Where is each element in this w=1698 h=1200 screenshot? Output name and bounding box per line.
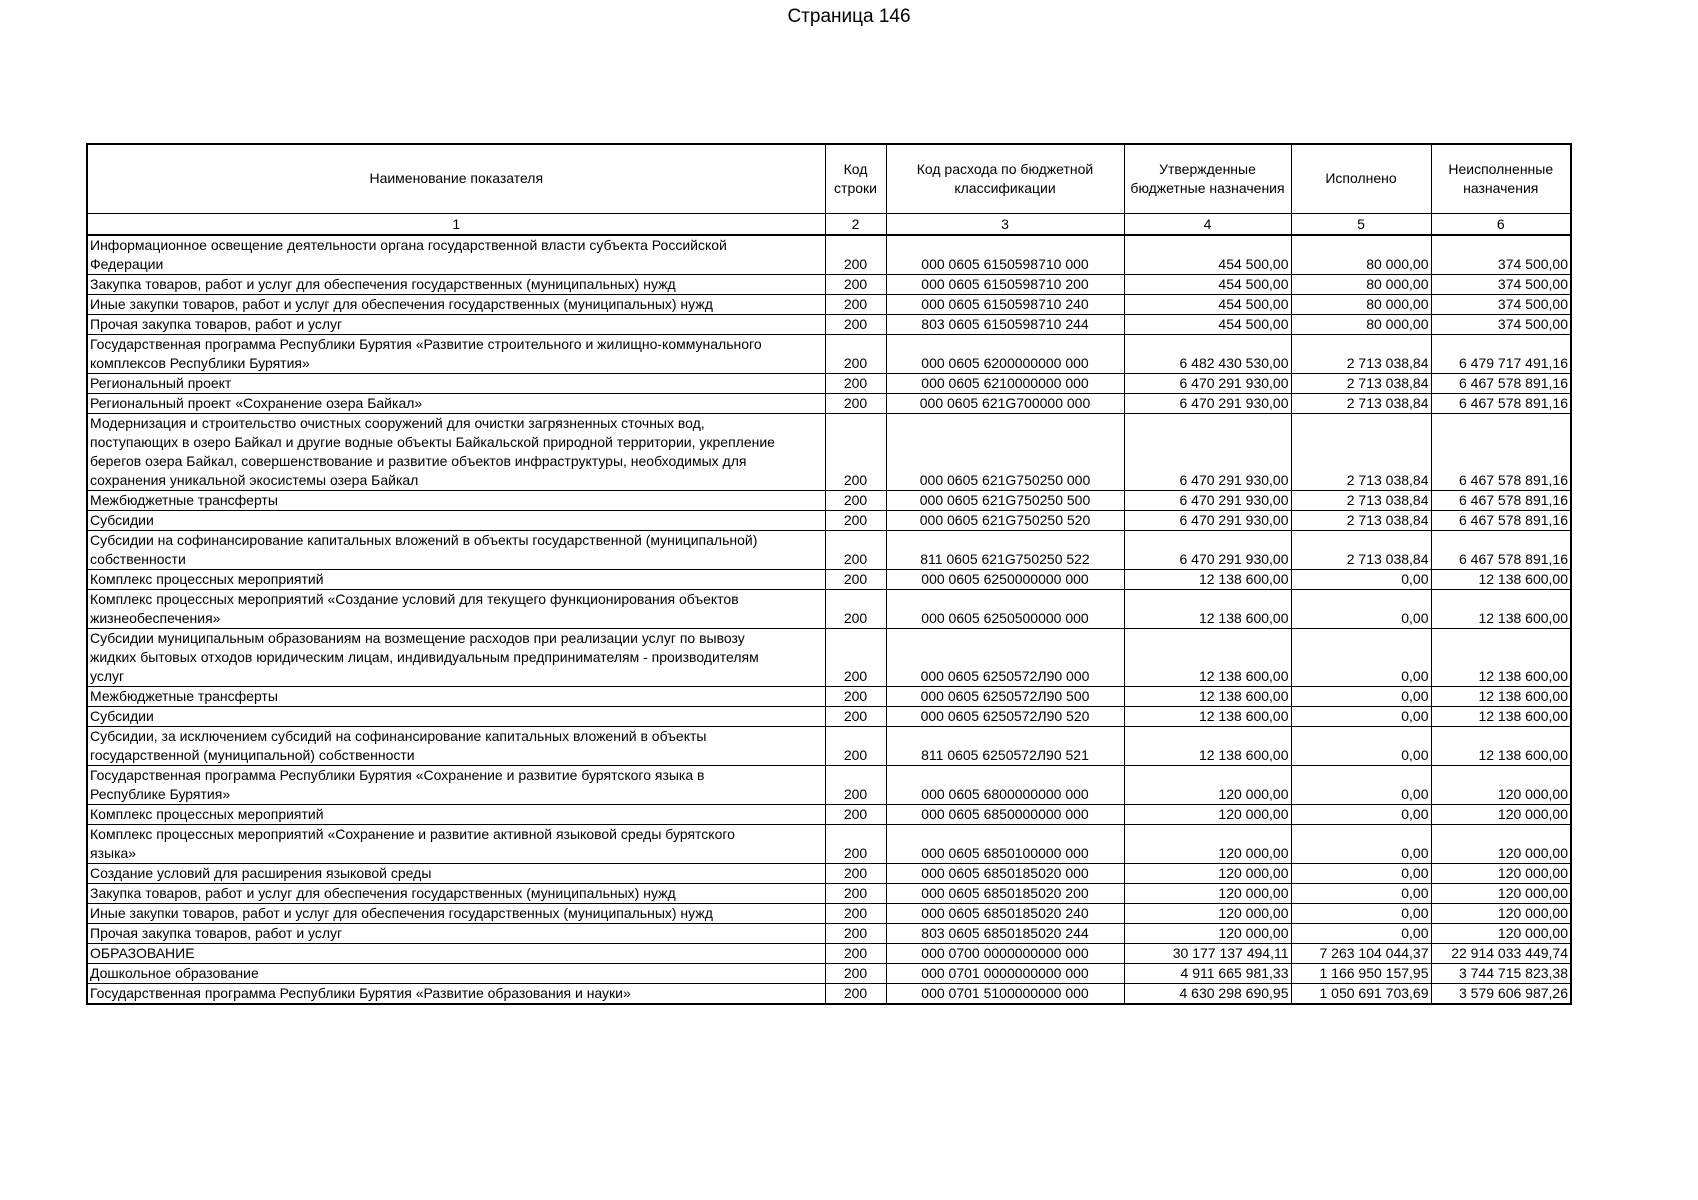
- table-row: [87, 394, 1571, 414]
- unexecuted-cell: 12 138 600,00: [1431, 727, 1571, 766]
- row-name-cell: Субсидии, за исключением субсидий на софинансирование капитальных вложений в объекты государственной (муниципальной) собственности: [87, 727, 825, 766]
- unexecuted-cell: 12 138 600,00: [1431, 570, 1571, 590]
- row-code-cell: 200: [825, 315, 886, 335]
- table-row: [87, 944, 1571, 964]
- row-name-cell: ОБРАЗОВАНИЕ: [87, 944, 825, 964]
- budget-code-cell: 000 0605 621G750250 000: [886, 414, 1124, 491]
- approved-cell: 30 177 137 494,11: [1124, 944, 1291, 964]
- row-name-cell: Субсидии: [87, 707, 825, 727]
- page-title: Страница 146: [787, 6, 911, 27]
- table-row: [87, 984, 1571, 1005]
- unexecuted-cell: 12 138 600,00: [1431, 590, 1571, 629]
- budget-code-cell: 000 0605 6250572Л90 000: [886, 629, 1124, 687]
- row-name-cell: Прочая закупка товаров, работ и услуг: [87, 924, 825, 944]
- row-code-cell: 200: [825, 944, 886, 964]
- row-code-cell: 200: [825, 924, 886, 944]
- row-name-cell: Комплекс процессных мероприятий «Сохранение и развитие активной языковой среды бурятского языка»: [87, 825, 825, 864]
- approved-cell: 12 138 600,00: [1124, 629, 1291, 687]
- budget-code-cell: 000 0701 0000000000 000: [886, 964, 1124, 984]
- budget-code-cell: 000 0605 621G750250 520: [886, 511, 1124, 531]
- unexecuted-cell: 6 467 578 891,16: [1431, 374, 1571, 394]
- unexecuted-cell: 120 000,00: [1431, 825, 1571, 864]
- row-code-cell: 200: [825, 727, 886, 766]
- executed-cell: 0,00: [1291, 727, 1431, 766]
- column-number: 6: [1431, 213, 1571, 235]
- executed-cell: 0,00: [1291, 825, 1431, 864]
- approved-cell: 120 000,00: [1124, 884, 1291, 904]
- table-row: [87, 335, 1571, 374]
- approved-cell: 12 138 600,00: [1124, 570, 1291, 590]
- row-code-cell: 200: [825, 414, 886, 491]
- unexecuted-cell: 120 000,00: [1431, 766, 1571, 805]
- unexecuted-cell: 6 467 578 891,16: [1431, 531, 1571, 570]
- executed-cell: 2 713 038,84: [1291, 491, 1431, 511]
- row-name-cell: Модернизация и строительство очистных сооружений для очистки загрязненных сточных вод, поступающих в озеро Байкал и другие водные объекты Байкальской природной территории, укрепление берегов озера Байкал, совершенствование и развитие объектов инфраструктуры, необходимых для сохранения уникальной экосистемы озера Байкал: [87, 414, 825, 491]
- approved-cell: 6 470 291 930,00: [1124, 394, 1291, 414]
- table-row: [87, 924, 1571, 944]
- approved-cell: 6 470 291 930,00: [1124, 531, 1291, 570]
- unexecuted-cell: 374 500,00: [1431, 295, 1571, 315]
- approved-cell: 120 000,00: [1124, 864, 1291, 884]
- executed-cell: 80 000,00: [1291, 295, 1431, 315]
- unexecuted-cell: 3 579 606 987,26: [1431, 984, 1571, 1005]
- unexecuted-cell: 22 914 033 449,74: [1431, 944, 1571, 964]
- budget-code-cell: 000 0700 0000000000 000: [886, 944, 1124, 964]
- row-code-cell: 200: [825, 235, 886, 275]
- executed-cell: 0,00: [1291, 629, 1431, 687]
- approved-cell: 120 000,00: [1124, 805, 1291, 825]
- unexecuted-cell: 3 744 715 823,38: [1431, 964, 1571, 984]
- budget-code-cell: 000 0701 5100000000 000: [886, 984, 1124, 1005]
- executed-cell: 0,00: [1291, 590, 1431, 629]
- table-row: [87, 275, 1571, 295]
- row-code-cell: 200: [825, 904, 886, 924]
- unexecuted-cell: 6 467 578 891,16: [1431, 491, 1571, 511]
- budget-code-cell: 000 0605 6250500000 000: [886, 590, 1124, 629]
- table-row: [87, 727, 1571, 766]
- approved-cell: 6 470 291 930,00: [1124, 374, 1291, 394]
- row-name-cell: Комплекс процессных мероприятий «Создание условий для текущего функционирования объектов жизнеобеспечения»: [87, 590, 825, 629]
- row-code-cell: 200: [825, 511, 886, 531]
- row-code-cell: 200: [825, 687, 886, 707]
- unexecuted-cell: 120 000,00: [1431, 904, 1571, 924]
- executed-cell: 0,00: [1291, 687, 1431, 707]
- budget-code-cell: 000 0605 6850000000 000: [886, 805, 1124, 825]
- unexecuted-cell: 12 138 600,00: [1431, 707, 1571, 727]
- header-executed: Исполнено: [1291, 144, 1431, 213]
- row-name-cell: Субсидии на софинансирование капитальных вложений в объекты государственной (муниципальной) собственности: [87, 531, 825, 570]
- unexecuted-cell: 120 000,00: [1431, 884, 1571, 904]
- row-name-cell: Комплекс процессных мероприятий: [87, 570, 825, 590]
- row-name-cell: Субсидии: [87, 511, 825, 531]
- unexecuted-cell: 6 467 578 891,16: [1431, 511, 1571, 531]
- budget-code-cell: 811 0605 621G750250 522: [886, 531, 1124, 570]
- row-code-cell: 200: [825, 570, 886, 590]
- unexecuted-cell: 12 138 600,00: [1431, 687, 1571, 707]
- approved-cell: 6 470 291 930,00: [1124, 414, 1291, 491]
- unexecuted-cell: 12 138 600,00: [1431, 629, 1571, 687]
- approved-cell: 454 500,00: [1124, 235, 1291, 275]
- budget-code-cell: 803 0605 6850185020 244: [886, 924, 1124, 944]
- row-code-cell: 200: [825, 295, 886, 315]
- executed-cell: 0,00: [1291, 884, 1431, 904]
- row-code-cell: 200: [825, 825, 886, 864]
- row-name-cell: Региональный проект «Сохранение озера Байкал»: [87, 394, 825, 414]
- executed-cell: 80 000,00: [1291, 235, 1431, 275]
- row-code-cell: 200: [825, 275, 886, 295]
- unexecuted-cell: 6 479 717 491,16: [1431, 335, 1571, 374]
- row-code-cell: 200: [825, 707, 886, 727]
- row-name-cell: Иные закупки товаров, работ и услуг для обеспечения государственных (муниципальных) нужд: [87, 904, 825, 924]
- executed-cell: 0,00: [1291, 924, 1431, 944]
- unexecuted-cell: 120 000,00: [1431, 864, 1571, 884]
- row-code-cell: 200: [825, 984, 886, 1005]
- executed-cell: 1 050 691 703,69: [1291, 984, 1431, 1005]
- table-body: [87, 235, 1571, 1004]
- row-code-cell: 200: [825, 629, 886, 687]
- approved-cell: 454 500,00: [1124, 275, 1291, 295]
- column-number: 4: [1124, 213, 1291, 235]
- unexecuted-cell: 374 500,00: [1431, 235, 1571, 275]
- approved-cell: 120 000,00: [1124, 766, 1291, 805]
- budget-code-cell: 000 0605 6200000000 000: [886, 335, 1124, 374]
- executed-cell: 0,00: [1291, 904, 1431, 924]
- table-row: [87, 491, 1571, 511]
- approved-cell: 120 000,00: [1124, 825, 1291, 864]
- table-row: [87, 884, 1571, 904]
- header-approved: Утвержденные бюджетные назначения: [1124, 144, 1291, 213]
- row-name-cell: Комплекс процессных мероприятий: [87, 805, 825, 825]
- row-name-cell: Государственная программа Республики Бурятия «Развитие строительного и жилищно-коммунального комплексов Республики Бурятия»: [87, 335, 825, 374]
- row-code-cell: 200: [825, 766, 886, 805]
- header-name: Наименование показателя: [87, 144, 825, 213]
- approved-cell: 6 470 291 930,00: [1124, 491, 1291, 511]
- row-code-cell: 200: [825, 805, 886, 825]
- row-code-cell: 200: [825, 374, 886, 394]
- budget-code-cell: 000 0605 6210000000 000: [886, 374, 1124, 394]
- row-code-cell: 200: [825, 590, 886, 629]
- unexecuted-cell: 120 000,00: [1431, 924, 1571, 944]
- row-code-cell: 200: [825, 964, 886, 984]
- unexecuted-cell: 6 467 578 891,16: [1431, 394, 1571, 414]
- approved-cell: 12 138 600,00: [1124, 727, 1291, 766]
- budget-code-cell: 000 0605 6850100000 000: [886, 825, 1124, 864]
- approved-cell: 120 000,00: [1124, 904, 1291, 924]
- row-name-cell: Государственная программа Республики Бурятия «Сохранение и развитие бурятского языка в Республике Бурятия»: [87, 766, 825, 805]
- approved-cell: 454 500,00: [1124, 295, 1291, 315]
- unexecuted-cell: 6 467 578 891,16: [1431, 414, 1571, 491]
- table-row: [87, 904, 1571, 924]
- row-name-cell: Закупка товаров, работ и услуг для обеспечения государственных (муниципальных) нужд: [87, 275, 825, 295]
- budget-code-cell: 000 0605 6250000000 000: [886, 570, 1124, 590]
- approved-cell: 12 138 600,00: [1124, 687, 1291, 707]
- budget-code-cell: 000 0605 6150598710 240: [886, 295, 1124, 315]
- row-code-cell: 200: [825, 335, 886, 374]
- budget-code-cell: 000 0605 6150598710 200: [886, 275, 1124, 295]
- row-name-cell: Государственная программа Республики Бурятия «Развитие образования и науки»: [87, 984, 825, 1005]
- approved-cell: 4 630 298 690,95: [1124, 984, 1291, 1005]
- executed-cell: 0,00: [1291, 864, 1431, 884]
- header-budget-code: Код расхода по бюджетной классификации: [886, 144, 1124, 213]
- table-row: [87, 235, 1571, 275]
- executed-cell: 0,00: [1291, 570, 1431, 590]
- table-row: [87, 629, 1571, 687]
- table-row: [87, 964, 1571, 984]
- row-name-cell: Дошкольное образование: [87, 964, 825, 984]
- budget-code-cell: 000 0605 6250572Л90 520: [886, 707, 1124, 727]
- table-row: [87, 687, 1571, 707]
- executed-cell: 0,00: [1291, 766, 1431, 805]
- table-row: [87, 374, 1571, 394]
- executed-cell: 2 713 038,84: [1291, 335, 1431, 374]
- table-header-row: [87, 144, 1571, 213]
- executed-cell: 2 713 038,84: [1291, 511, 1431, 531]
- table-row: [87, 295, 1571, 315]
- column-number: 1: [87, 213, 825, 235]
- table-row: [87, 570, 1571, 590]
- row-name-cell: Межбюджетные трансферты: [87, 491, 825, 511]
- budget-report-table: [86, 143, 1572, 1005]
- column-number: 3: [886, 213, 1124, 235]
- table-row: [87, 531, 1571, 570]
- executed-cell: 7 263 104 044,37: [1291, 944, 1431, 964]
- budget-code-cell: 000 0605 621G750250 500: [886, 491, 1124, 511]
- executed-cell: 2 713 038,84: [1291, 374, 1431, 394]
- column-number: 2: [825, 213, 886, 235]
- row-code-cell: 200: [825, 394, 886, 414]
- budget-code-cell: 000 0605 6250572Л90 500: [886, 687, 1124, 707]
- table-row: [87, 825, 1571, 864]
- budget-code-cell: 811 0605 6250572Л90 521: [886, 727, 1124, 766]
- column-number: 5: [1291, 213, 1431, 235]
- executed-cell: 0,00: [1291, 805, 1431, 825]
- row-name-cell: Создание условий для расширения языковой среды: [87, 864, 825, 884]
- executed-cell: 80 000,00: [1291, 315, 1431, 335]
- table-row: [87, 511, 1571, 531]
- row-name-cell: Закупка товаров, работ и услуг для обеспечения государственных (муниципальных) нужд: [87, 884, 825, 904]
- row-code-cell: 200: [825, 864, 886, 884]
- column-number-row: [87, 213, 1571, 235]
- row-name-cell: Иные закупки товаров, работ и услуг для обеспечения государственных (муниципальных) нужд: [87, 295, 825, 315]
- budget-code-cell: 000 0605 621G700000 000: [886, 394, 1124, 414]
- table-row: [87, 805, 1571, 825]
- row-name-cell: Прочая закупка товаров, работ и услуг: [87, 315, 825, 335]
- approved-cell: 6 482 430 530,00: [1124, 335, 1291, 374]
- approved-cell: 4 911 665 981,33: [1124, 964, 1291, 984]
- row-name-cell: Информационное освещение деятельности органа государственной власти субъекта Российской Федерации: [87, 235, 825, 275]
- table-row: [87, 707, 1571, 727]
- budget-code-cell: 000 0605 6800000000 000: [886, 766, 1124, 805]
- header-row-code: Код строки: [825, 144, 886, 213]
- table-row: [87, 590, 1571, 629]
- row-name-cell: Межбюджетные трансферты: [87, 687, 825, 707]
- budget-code-cell: 000 0605 6850185020 240: [886, 904, 1124, 924]
- approved-cell: 120 000,00: [1124, 924, 1291, 944]
- header-unexecuted: Неисполненные назначения: [1431, 144, 1571, 213]
- table-row: [87, 315, 1571, 335]
- row-name-cell: Субсидии муниципальным образованиям на возмещение расходов при реализации услуг по вывозу жидких бытовых отходов юридическим лицам, индивидуальным предпринимателям - производителям услуг: [87, 629, 825, 687]
- row-code-cell: 200: [825, 531, 886, 570]
- budget-code-cell: 000 0605 6150598710 000: [886, 235, 1124, 275]
- unexecuted-cell: 374 500,00: [1431, 315, 1571, 335]
- row-code-cell: 200: [825, 884, 886, 904]
- approved-cell: 12 138 600,00: [1124, 707, 1291, 727]
- approved-cell: 454 500,00: [1124, 315, 1291, 335]
- approved-cell: 12 138 600,00: [1124, 590, 1291, 629]
- budget-code-cell: 000 0605 6850185020 000: [886, 864, 1124, 884]
- unexecuted-cell: 374 500,00: [1431, 275, 1571, 295]
- executed-cell: 2 713 038,84: [1291, 414, 1431, 491]
- executed-cell: 1 166 950 157,95: [1291, 964, 1431, 984]
- budget-code-cell: 803 0605 6150598710 244: [886, 315, 1124, 335]
- table-row: [87, 766, 1571, 805]
- table-row: [87, 414, 1571, 491]
- row-code-cell: 200: [825, 491, 886, 511]
- unexecuted-cell: 120 000,00: [1431, 805, 1571, 825]
- executed-cell: 2 713 038,84: [1291, 531, 1431, 570]
- row-name-cell: Региональный проект: [87, 374, 825, 394]
- table-row: [87, 864, 1571, 884]
- executed-cell: 2 713 038,84: [1291, 394, 1431, 414]
- approved-cell: 6 470 291 930,00: [1124, 511, 1291, 531]
- executed-cell: 0,00: [1291, 707, 1431, 727]
- executed-cell: 80 000,00: [1291, 275, 1431, 295]
- budget-code-cell: 000 0605 6850185020 200: [886, 884, 1124, 904]
